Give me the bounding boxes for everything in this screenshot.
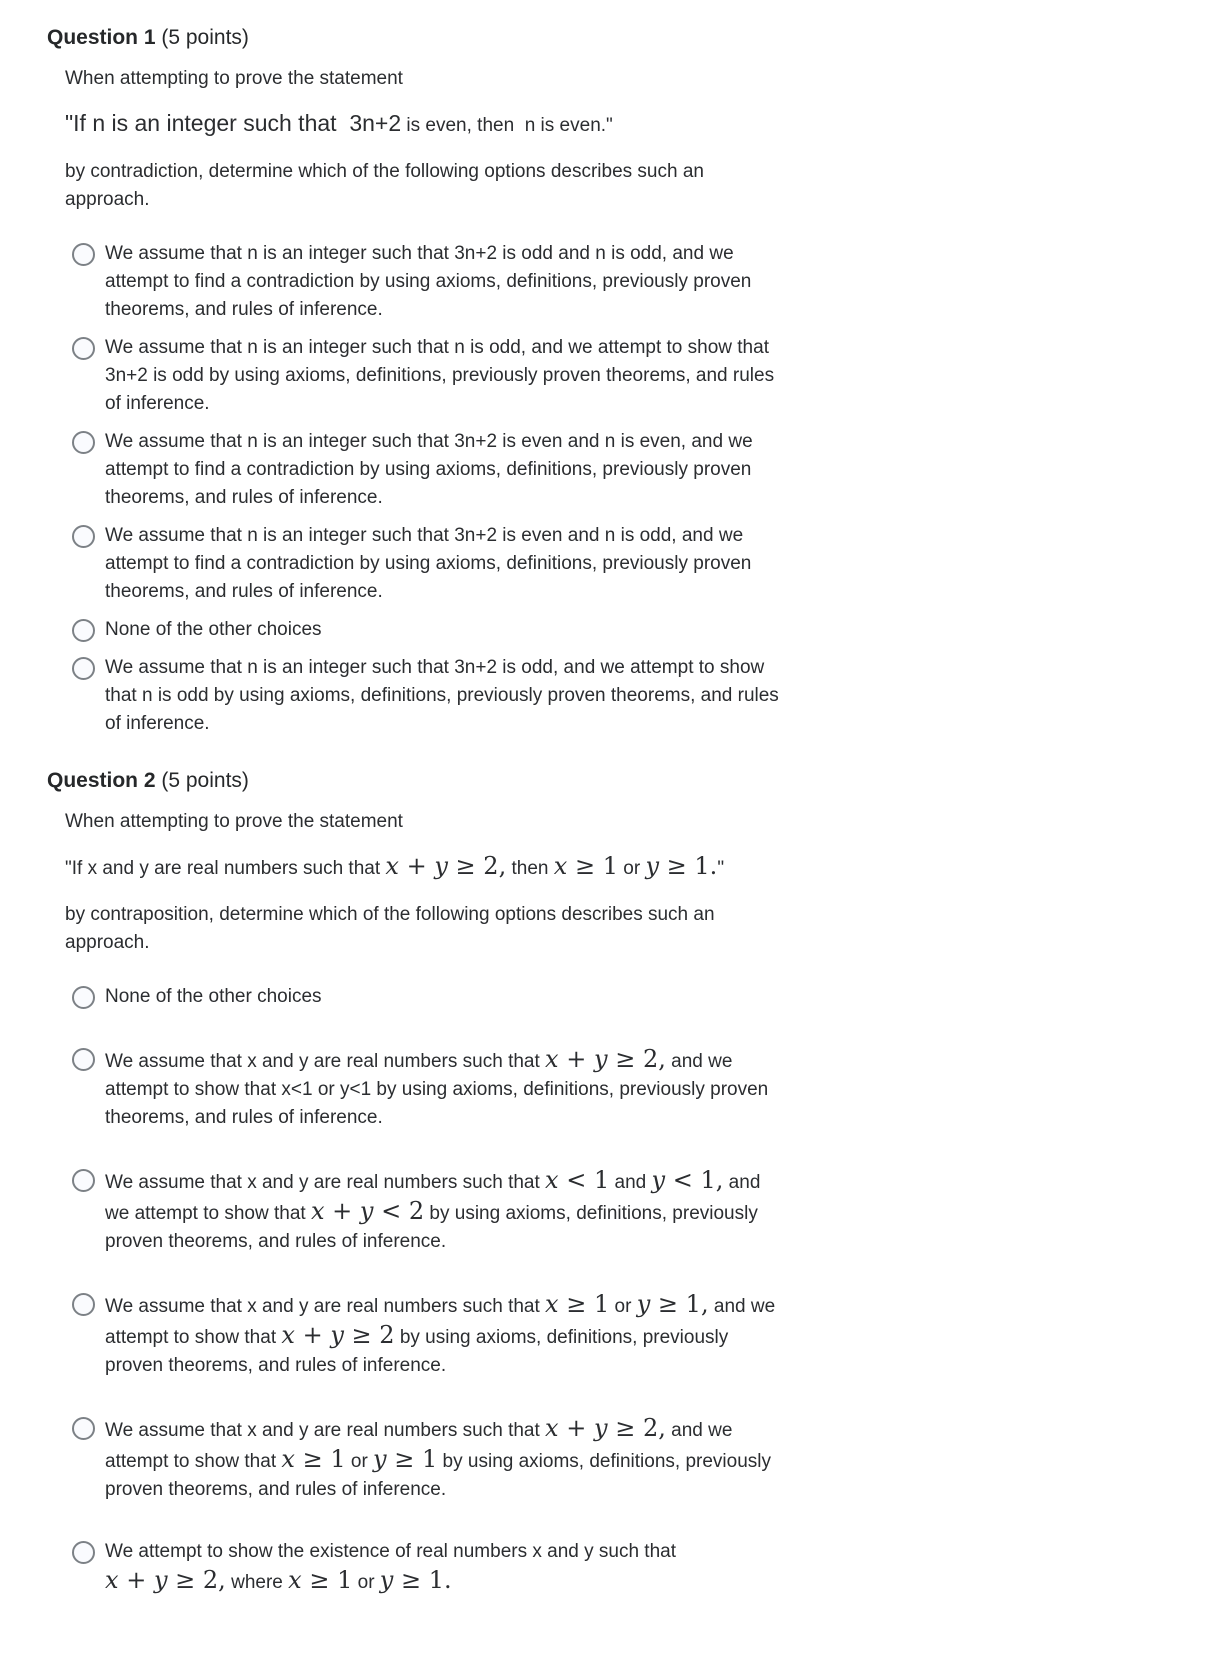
- q2-answer-option-4[interactable]: [72, 1290, 1194, 1380]
- radio-button-icon[interactable]: [72, 1417, 95, 1440]
- question-2-statement: [65, 852, 1194, 883]
- text-run: and: [609, 1172, 652, 1193]
- q1-answer-option-5[interactable]: [72, 616, 1194, 644]
- text-run: and we attempt to show that: [105, 1172, 761, 1224]
- question-1-options-list: [72, 240, 1194, 738]
- option-label: [105, 1166, 789, 1256]
- text-run: We assume that n is an integer such that 3n+2 is odd, and we attempt to show that n is odd by using axioms, definitions, previously proven theorems, and rules of inference.: [105, 657, 779, 734]
- math-run: x ≥ 1: [281, 1445, 346, 1473]
- text-run: and we attempt to show that x<1 or y<1 by using axioms, definitions, previously proven theorems, and rules of inference.: [105, 1051, 769, 1128]
- option-label: [105, 616, 322, 644]
- text-run: We assume that n is an integer such that n is odd, and we attempt to show that 3n+2 is odd by using axioms, definitions, previously proven theorems, and rules of inference.: [105, 337, 775, 414]
- q1-answer-option-2[interactable]: [72, 334, 1194, 418]
- radio-button-icon[interactable]: [72, 619, 95, 642]
- text-run: and we attempt to show that: [105, 1420, 733, 1472]
- radio-button-icon[interactable]: [72, 1541, 95, 1564]
- q2-answer-option-3[interactable]: [72, 1166, 1194, 1256]
- option-label: [105, 1045, 789, 1132]
- option-label: [105, 240, 789, 324]
- text-run: We assume that n is an integer such that 3n+2 is even and n is even, and we attempt to find a contradiction by using axioms, definitions, previously proven theorems, and rules of inference.: [105, 431, 753, 508]
- q2-answer-option-2[interactable]: [72, 1045, 1194, 1132]
- radio-button-icon[interactable]: [72, 1048, 95, 1071]
- radio-button-icon[interactable]: [72, 431, 95, 454]
- question-1-title: Question 1: [47, 26, 156, 49]
- q1-answer-option-4[interactable]: [72, 522, 1194, 606]
- radio-button-icon[interactable]: [72, 1169, 95, 1192]
- math-run: x + y ≥ 2,: [385, 852, 507, 880]
- math-run: y ≥ 1,: [636, 1290, 709, 1318]
- text-run: where: [225, 1572, 289, 1593]
- radio-button-icon[interactable]: [72, 657, 95, 680]
- question-2-points: (5 points): [161, 769, 249, 792]
- q2-answer-option-6[interactable]: [72, 1538, 1194, 1597]
- question-2-title: Question 2: [47, 769, 156, 792]
- radio-button-icon[interactable]: [72, 243, 95, 266]
- radio-button-icon[interactable]: [72, 337, 95, 360]
- math-run: x ≥ 1: [545, 1290, 610, 1318]
- math-run: x + y ≥ 2,: [545, 1414, 666, 1442]
- math-run: x + y ≥ 2,: [105, 1566, 226, 1594]
- math-run: x < 1: [545, 1166, 610, 1194]
- text-run: We assume that x and y are real numbers such that: [105, 1051, 546, 1072]
- question-2-header: [47, 768, 1194, 794]
- text-run: We assume that x and y are real numbers such that: [105, 1296, 546, 1317]
- math-run: x ≥ 1: [553, 852, 618, 880]
- q1-answer-option-6[interactable]: [72, 654, 1194, 738]
- text-run: We assume that x and y are real numbers such that: [105, 1172, 546, 1193]
- math-run: y ≥ 1.: [645, 852, 718, 880]
- question-1-header: [47, 25, 1194, 51]
- math-run: y ≥ 1.: [379, 1566, 452, 1594]
- option-label: [105, 428, 789, 512]
- text-run: or: [345, 1451, 374, 1472]
- option-label: [105, 334, 789, 418]
- question-2-method: by contraposition, determine which of the following options describes such an approach.: [65, 904, 715, 953]
- option-label: [105, 1290, 789, 1380]
- question-1-block: [47, 25, 1194, 738]
- text-run: and we attempt to show that: [105, 1296, 776, 1348]
- math-run: y ≥ 1: [373, 1445, 438, 1473]
- radio-button-icon[interactable]: [72, 1293, 95, 1316]
- q1-answer-option-3[interactable]: [72, 428, 1194, 512]
- question-1-method: by contradiction, determine which of the following options describes such an approach.: [65, 161, 704, 210]
- radio-button-icon[interactable]: [72, 525, 95, 548]
- option-label: [105, 1538, 676, 1597]
- text-run: by using axioms, definitions, previously proven theorems, and rules of inference.: [105, 1327, 729, 1376]
- text-run: We assume that n is an integer such that 3n+2 is odd and n is odd, and we attempt to find a contradiction by using axioms, definitions, previously proven theorems, and rules of inference.: [105, 243, 752, 320]
- text-run: "If x and y are real numbers such that: [65, 858, 386, 879]
- option-label: [105, 522, 789, 606]
- option-label: [105, 983, 322, 1011]
- q2-answer-option-5[interactable]: [72, 1414, 1194, 1504]
- text-run: or: [352, 1572, 380, 1593]
- text-run: None of the other choices: [105, 986, 322, 1007]
- text-run: by using axioms, definitions, previously proven theorems, and rules of inference.: [105, 1451, 771, 1500]
- option-label: [105, 654, 789, 738]
- text-run: We assume that x and y are real numbers such that: [105, 1420, 546, 1441]
- question-1-intro: When attempting to prove the statement: [65, 68, 403, 89]
- math-run: x + y ≥ 2: [281, 1321, 395, 1349]
- question-2-intro: When attempting to prove the statement: [65, 811, 403, 832]
- math-run: y < 1,: [651, 1166, 724, 1194]
- math-run: x + y < 2: [310, 1197, 425, 1225]
- q2-answer-option-1[interactable]: [72, 983, 1194, 1011]
- text-run: by using axioms, definitions, previously proven theorems, and rules of inference.: [105, 1203, 758, 1252]
- question-2-options-list: [72, 983, 1194, 1597]
- q1-answer-option-1[interactable]: [72, 240, 1194, 324]
- text-run: "If n is an integer such that 3n+2: [65, 110, 402, 136]
- question-1-points: (5 points): [161, 26, 249, 49]
- option-label: [105, 1414, 789, 1504]
- text-run: None of the other choices: [105, 619, 322, 640]
- text-run: We assume that n is an integer such that 3n+2 is even and n is odd, and we attempt to find a contradiction by using axioms, definitions, previously proven theorems, and rules of inference.: [105, 525, 752, 602]
- math-run: x ≥ 1: [288, 1566, 353, 1594]
- text-run: or: [617, 858, 646, 879]
- question-2-block: [47, 768, 1194, 1597]
- question-1-statement: [65, 109, 1194, 140]
- text-run: or: [609, 1296, 637, 1317]
- text-run: ": [717, 858, 725, 879]
- text-run: then: [506, 858, 554, 879]
- text-run: We attempt to show the existence of real numbers x and y such that: [105, 1541, 677, 1562]
- quiz-content: [47, 25, 1194, 1597]
- text-run: is even, then n is even.": [401, 115, 613, 136]
- math-run: x + y ≥ 2,: [545, 1045, 666, 1073]
- radio-button-icon[interactable]: [72, 986, 95, 1009]
